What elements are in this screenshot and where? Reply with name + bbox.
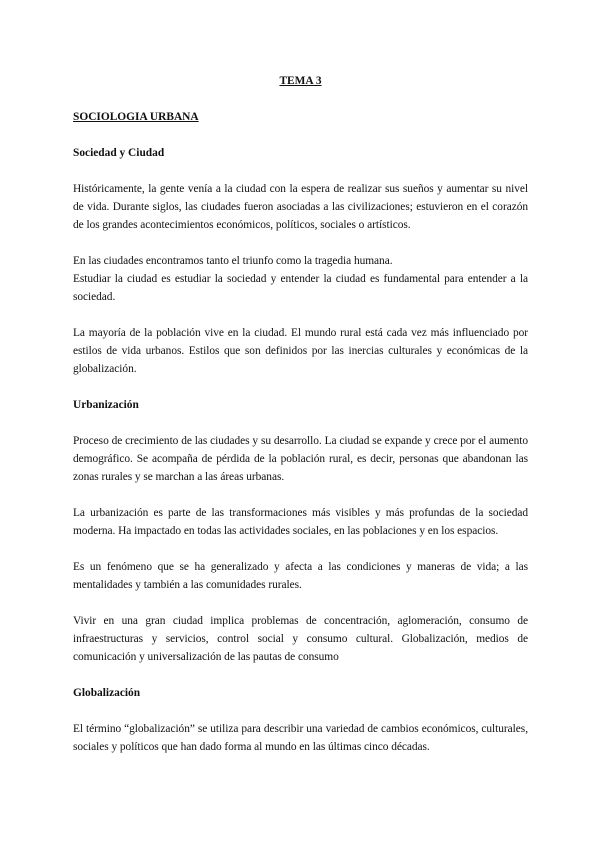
document-page bbox=[73, 72, 528, 774]
paragraph: La mayoría de la población vive en la ciudad. El mundo rural está cada vez más influenciado por estilos de vida urbanos. Estilos que son definidos por las inercias culturales y económicas de la globalización. bbox=[73, 327, 528, 375]
paragraph: La urbanización es parte de las transformaciones más visibles y más profundas de la sociedad moderna. Ha impactado en todas las actividades sociales, en las poblaciones y en los espacios. bbox=[73, 507, 528, 537]
paragraph: Proceso de crecimiento de las ciudades y su desarrollo. La ciudad se expande y crece por el aumento demográfico. Se acompaña de pérdida de la población rural, es decir, personas que abandonan las zonas rurales y se marchan a las áreas urbanas. bbox=[73, 435, 528, 483]
paragraph: El término “globalización” se utiliza para describir una variedad de cambios económicos, culturales, sociales y políticos que han dado forma al mundo en las últimas cinco décadas. bbox=[73, 723, 528, 753]
section-heading-urbanizacion: Urbanización bbox=[73, 399, 139, 411]
paragraph: Es un fenómeno que se ha generalizado y afecta a las condiciones y maneras de vida; a las mentalidades y también a las comunidades rurales. bbox=[73, 561, 528, 591]
paragraph: En las ciudades encontramos tanto el triunfo como la tragedia humana. bbox=[73, 255, 393, 267]
paragraph: Estudiar la ciudad es estudiar la sociedad y entender la ciudad es fundamental para entender a la sociedad. bbox=[73, 273, 528, 303]
document-title: TEMA 3 bbox=[279, 75, 322, 87]
main-heading: SOCIOLOGIA URBANA bbox=[73, 111, 199, 123]
paragraph: Históricamente, la gente venía a la ciudad con la espera de realizar sus sueños y aumentar su nivel de vida. Durante siglos, las ciudades fueron asociadas a las civilizaciones; estuvieron en el corazón de los grandes acontecimientos económicos, políticos, sociales o artísticos. bbox=[73, 183, 528, 231]
paragraph: Vivir en una gran ciudad implica problemas de concentración, aglomeración, consumo de infraestructuras y servicios, control social y consumo cultural. Globalización, medios de comunicación y universalización de las pautas de consumo bbox=[73, 615, 528, 663]
section-heading-globalizacion: Globalización bbox=[73, 687, 141, 699]
section-heading-sociedad-ciudad: Sociedad y Ciudad bbox=[73, 147, 165, 159]
